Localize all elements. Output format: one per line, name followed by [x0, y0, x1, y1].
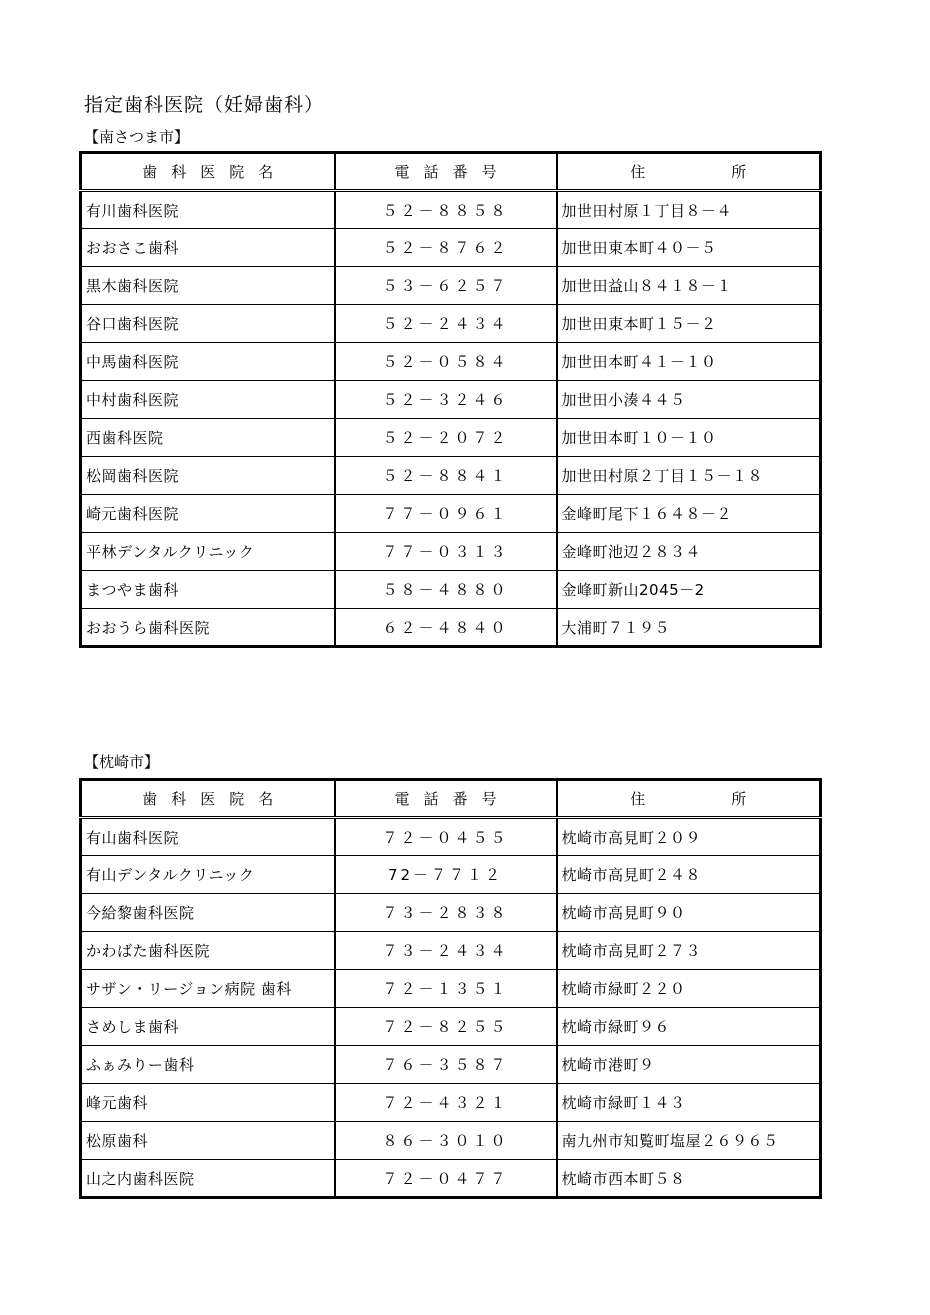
phone-cell: ７２－０４５５: [335, 818, 557, 856]
table-row: [81, 533, 821, 571]
clinic-name-cell: ふぁみりー歯科: [81, 1046, 335, 1084]
clinic-name-cell: 有川歯科医院: [81, 191, 335, 229]
address-cell: 枕崎市西本町５８: [557, 1160, 821, 1198]
table-row: [81, 1084, 821, 1122]
clinic-table-makurazaki: [79, 778, 822, 1199]
phone-cell: ７６－３５８７: [335, 1046, 557, 1084]
table-row: [81, 1122, 821, 1160]
table-header-row: [81, 780, 821, 818]
clinic-name-cell: おおうら歯科医院: [81, 609, 335, 647]
header-phone: 電話番号: [335, 153, 557, 191]
table-row: [81, 894, 821, 932]
table-row: [81, 343, 821, 381]
clinic-name-cell: 有山デンタルクリニック: [81, 856, 335, 894]
phone-cell: ５２－２４３４: [335, 305, 557, 343]
phone-cell: ５２－２０７２: [335, 419, 557, 457]
clinic-name-cell: 有山歯科医院: [81, 818, 335, 856]
clinic-name-cell: 谷口歯科医院: [81, 305, 335, 343]
header-phone: 電話番号: [335, 780, 557, 818]
address-cell: 枕崎市緑町９６: [557, 1008, 821, 1046]
section-label-makurazaki: 【枕崎市】: [84, 753, 160, 771]
phone-cell: ７３－２４３４: [335, 932, 557, 970]
address-cell: 大浦町７１９５: [557, 609, 821, 647]
phone-cell: ５２－０５８４: [335, 343, 557, 381]
clinic-name-cell: サザン・リージョン病院 歯科: [81, 970, 335, 1008]
address-cell: 枕崎市港町９: [557, 1046, 821, 1084]
address-cell: 枕崎市高見町２０９: [557, 818, 821, 856]
address-cell: 金峰町尾下１６４８－２: [557, 495, 821, 533]
address-cell: 金峰町新山2045－2: [557, 571, 821, 609]
phone-cell: ７２－１３５１: [335, 970, 557, 1008]
table-row: [81, 1160, 821, 1198]
phone-cell: ５２－３２４６: [335, 381, 557, 419]
clinic-name-cell: 西歯科医院: [81, 419, 335, 457]
address-cell: 枕崎市緑町１４３: [557, 1084, 821, 1122]
table-row: [81, 457, 821, 495]
clinic-name-cell: 峰元歯科: [81, 1084, 335, 1122]
header-address: [557, 153, 821, 191]
table-row: [81, 381, 821, 419]
table-row: [81, 818, 821, 856]
table-row: [81, 267, 821, 305]
header-address: [557, 780, 821, 818]
header-clinic-name: 歯科医院名: [81, 153, 335, 191]
phone-cell: ５２－８７６２: [335, 229, 557, 267]
address-cell: 枕崎市高見町９０: [557, 894, 821, 932]
clinic-name-cell: 今給黎歯科医院: [81, 894, 335, 932]
table-row: [81, 970, 821, 1008]
address-cell: 金峰町池辺２８３４: [557, 533, 821, 571]
header-clinic-name: 歯科医院名: [81, 780, 335, 818]
clinic-name-cell: 平林デンタルクリニック: [81, 533, 335, 571]
address-cell: 加世田村原２丁目１５－１８: [557, 457, 821, 495]
clinic-name-cell: 中馬歯科医院: [81, 343, 335, 381]
phone-cell: ７２－４３２１: [335, 1084, 557, 1122]
phone-cell: ５８－４８８０: [335, 571, 557, 609]
clinic-name-cell: 松岡歯科医院: [81, 457, 335, 495]
address-cell: 加世田村原１丁目８－４: [557, 191, 821, 229]
phone-cell: ７２－８２５５: [335, 1008, 557, 1046]
phone-cell: ５２－８８４１: [335, 457, 557, 495]
address-cell: 加世田本町４１－１０: [557, 343, 821, 381]
address-cell: 南九州市知覧町塩屋２６９６５: [557, 1122, 821, 1160]
header-address-1: 住: [630, 790, 646, 808]
phone-cell: ５２－８８５８: [335, 191, 557, 229]
clinic-table-minamisatsuma: [79, 151, 822, 648]
address-cell: 枕崎市高見町２４８: [557, 856, 821, 894]
clinic-name-cell: 黒木歯科医院: [81, 267, 335, 305]
phone-cell: ５３－６２５７: [335, 267, 557, 305]
table-row: [81, 571, 821, 609]
table-row: [81, 229, 821, 267]
phone-cell: ７７－０９６１: [335, 495, 557, 533]
clinic-name-cell: 中村歯科医院: [81, 381, 335, 419]
address-cell: 加世田本町１０－１０: [557, 419, 821, 457]
phone-cell: ７７－０３１３: [335, 533, 557, 571]
table-row: [81, 932, 821, 970]
phone-cell: ６２－４８４０: [335, 609, 557, 647]
section-label-minamisatsuma: 【南さつま市】: [84, 128, 190, 146]
header-address-1: 住: [630, 163, 646, 181]
address-cell: 枕崎市緑町２２０: [557, 970, 821, 1008]
address-cell: 枕崎市高見町２７３: [557, 932, 821, 970]
clinic-name-cell: 松原歯科: [81, 1122, 335, 1160]
table-header-row: [81, 153, 821, 191]
table-row: [81, 419, 821, 457]
phone-cell: ８６－３０１０: [335, 1122, 557, 1160]
clinic-name-cell: 崎元歯科医院: [81, 495, 335, 533]
table-row: [81, 609, 821, 647]
address-cell: 加世田東本町４０－５: [557, 229, 821, 267]
table-row: [81, 1008, 821, 1046]
page-title: 指定歯科医院（妊婦歯科）: [84, 94, 325, 116]
header-address-2: 所: [731, 163, 747, 181]
clinic-name-cell: さめしま歯科: [81, 1008, 335, 1046]
clinic-name-cell: かわばた歯科医院: [81, 932, 335, 970]
clinic-name-cell: まつやま歯科: [81, 571, 335, 609]
phone-cell: ７２－０４７７: [335, 1160, 557, 1198]
table-row: [81, 305, 821, 343]
table-row: [81, 1046, 821, 1084]
table-row: [81, 191, 821, 229]
address-cell: 加世田小湊４４５: [557, 381, 821, 419]
address-cell: 加世田東本町１５－２: [557, 305, 821, 343]
clinic-name-cell: おおさこ歯科: [81, 229, 335, 267]
address-cell: 加世田益山８４１８－１: [557, 267, 821, 305]
clinic-name-cell: 山之内歯科医院: [81, 1160, 335, 1198]
table-row: [81, 856, 821, 894]
phone-cell: ７３－２８３８: [335, 894, 557, 932]
phone-cell: 72－７７１２: [335, 856, 557, 894]
header-address-2: 所: [731, 790, 747, 808]
table-row: [81, 495, 821, 533]
